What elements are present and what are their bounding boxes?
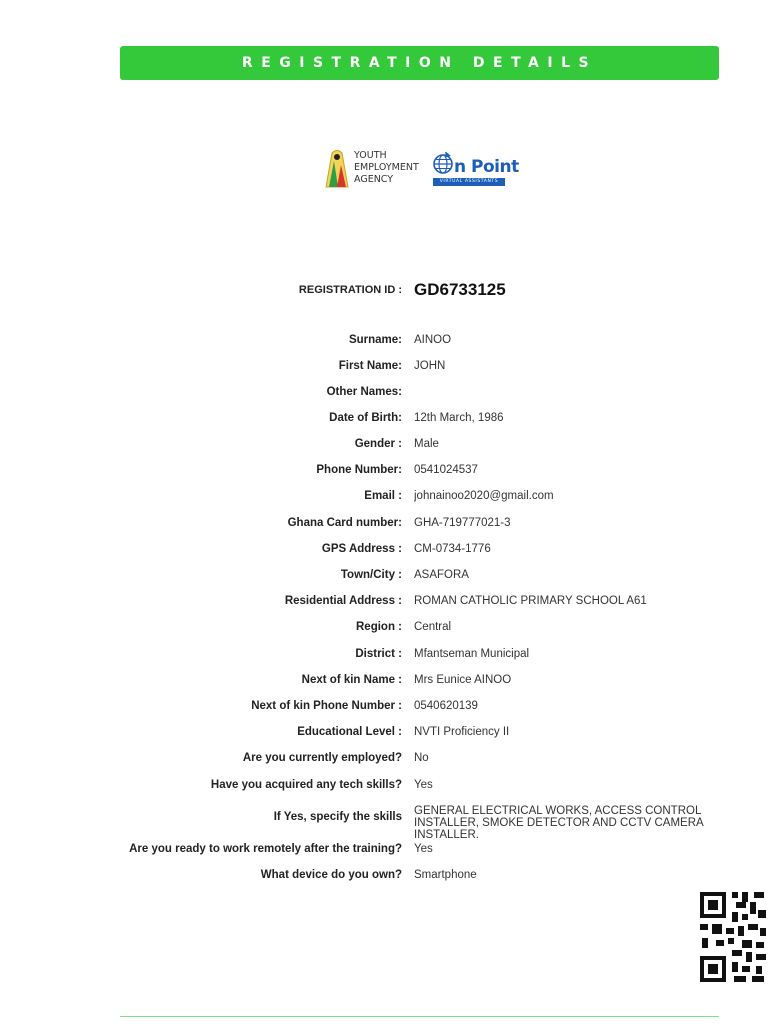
registration-id-value: GD6733125 <box>414 280 506 299</box>
detail-value: ASAFORA <box>414 569 469 581</box>
detail-row <box>0 648 768 668</box>
detail-label: Are you ready to work remotely after the training? <box>129 843 402 855</box>
qr-code-icon <box>698 888 768 986</box>
registration-id-label: REGISTRATION ID : <box>298 284 402 296</box>
detail-label: GPS Address : <box>321 543 402 555</box>
detail-value: Yes <box>414 843 433 855</box>
detail-row <box>0 438 768 458</box>
detail-value: CM-0734-1776 <box>414 543 491 555</box>
detail-label: Email : <box>364 490 402 502</box>
detail-label: What device do you own? <box>260 869 402 881</box>
detail-row <box>0 490 768 510</box>
detail-value: No <box>414 752 429 764</box>
detail-row <box>0 360 768 380</box>
detail-row <box>0 843 768 863</box>
detail-value: Male <box>414 438 439 450</box>
detail-row <box>0 726 768 746</box>
detail-row <box>0 869 768 889</box>
yea-logo-text <box>354 150 419 186</box>
banner-title: REGISTRATION DETAILS <box>241 55 598 71</box>
detail-label: Are you currently employed? <box>242 752 402 764</box>
detail-value: Central <box>414 621 452 633</box>
detail-row <box>0 752 768 772</box>
detail-row <box>0 412 768 432</box>
detail-label: District : <box>355 648 402 660</box>
onpoint-wordmark: n Point <box>454 157 519 177</box>
detail-value: GENERAL ELECTRICAL WORKS, ACCESS CONTROL INSTALLER, SMOKE DETECTOR AND CCTV CAMERA INSTALLER. <box>414 805 704 841</box>
detail-value: GHA-719777021-3 <box>414 517 511 529</box>
globe-icon <box>432 152 456 176</box>
detail-row <box>0 621 768 641</box>
detail-label: Other Names: <box>326 386 402 398</box>
detail-value: 12th March, 1986 <box>414 412 504 424</box>
detail-value: Mrs Eunice AINOO <box>414 674 512 686</box>
detail-value: Smartphone <box>414 869 477 881</box>
detail-label: First Name: <box>338 360 402 372</box>
yea-emblem-icon <box>322 147 352 191</box>
detail-label: Surname: <box>348 334 402 346</box>
detail-row <box>0 595 768 615</box>
detail-label: Ghana Card number: <box>287 517 402 529</box>
detail-value: AINOO <box>414 334 452 346</box>
detail-value: Mfantseman Municipal <box>414 648 530 660</box>
detail-label: Have you acquired any tech skills? <box>210 779 402 791</box>
detail-row <box>0 674 768 694</box>
detail-row <box>0 569 768 589</box>
detail-label: Gender : <box>354 438 402 450</box>
detail-value: johnainoo2020@gmail.com <box>414 490 554 502</box>
detail-label: Region : <box>356 621 402 633</box>
detail-row <box>0 779 768 799</box>
detail-value: Yes <box>414 779 433 791</box>
detail-label: Educational Level : <box>297 726 402 738</box>
detail-row <box>0 805 768 841</box>
detail-row <box>0 386 768 406</box>
detail-label: If Yes, specify the skills <box>273 811 402 823</box>
detail-row <box>0 543 768 563</box>
detail-row <box>0 464 768 484</box>
detail-label: Phone Number: <box>316 464 402 476</box>
detail-label: Town/City : <box>340 569 402 581</box>
detail-row <box>0 517 768 537</box>
detail-label: Next of kin Name : <box>301 674 402 686</box>
detail-value: JOHN <box>414 360 446 372</box>
registration-details-banner <box>120 46 719 80</box>
detail-label: Residential Address : <box>284 595 402 607</box>
registration-id-row <box>0 280 768 304</box>
onpoint-tagline: VIRTUAL ASSISTANTS <box>433 178 505 186</box>
detail-row <box>0 334 768 354</box>
detail-value: ROMAN CATHOLIC PRIMARY SCHOOL A61 <box>414 595 647 607</box>
yea-line-1: YOUTH <box>354 150 387 161</box>
partner-logos <box>320 144 520 192</box>
detail-value: 0541024537 <box>414 464 478 476</box>
yea-line-2: EMPLOYMENT <box>354 162 419 173</box>
detail-label: Next of kin Phone Number : <box>251 700 402 712</box>
detail-value: NVTI Proficiency II <box>414 726 510 738</box>
footer-divider <box>120 1016 719 1017</box>
yea-line-3: AGENCY <box>354 174 394 185</box>
detail-label: Date of Birth: <box>329 412 402 424</box>
detail-row <box>0 700 768 720</box>
detail-value: 0540620139 <box>414 700 478 712</box>
